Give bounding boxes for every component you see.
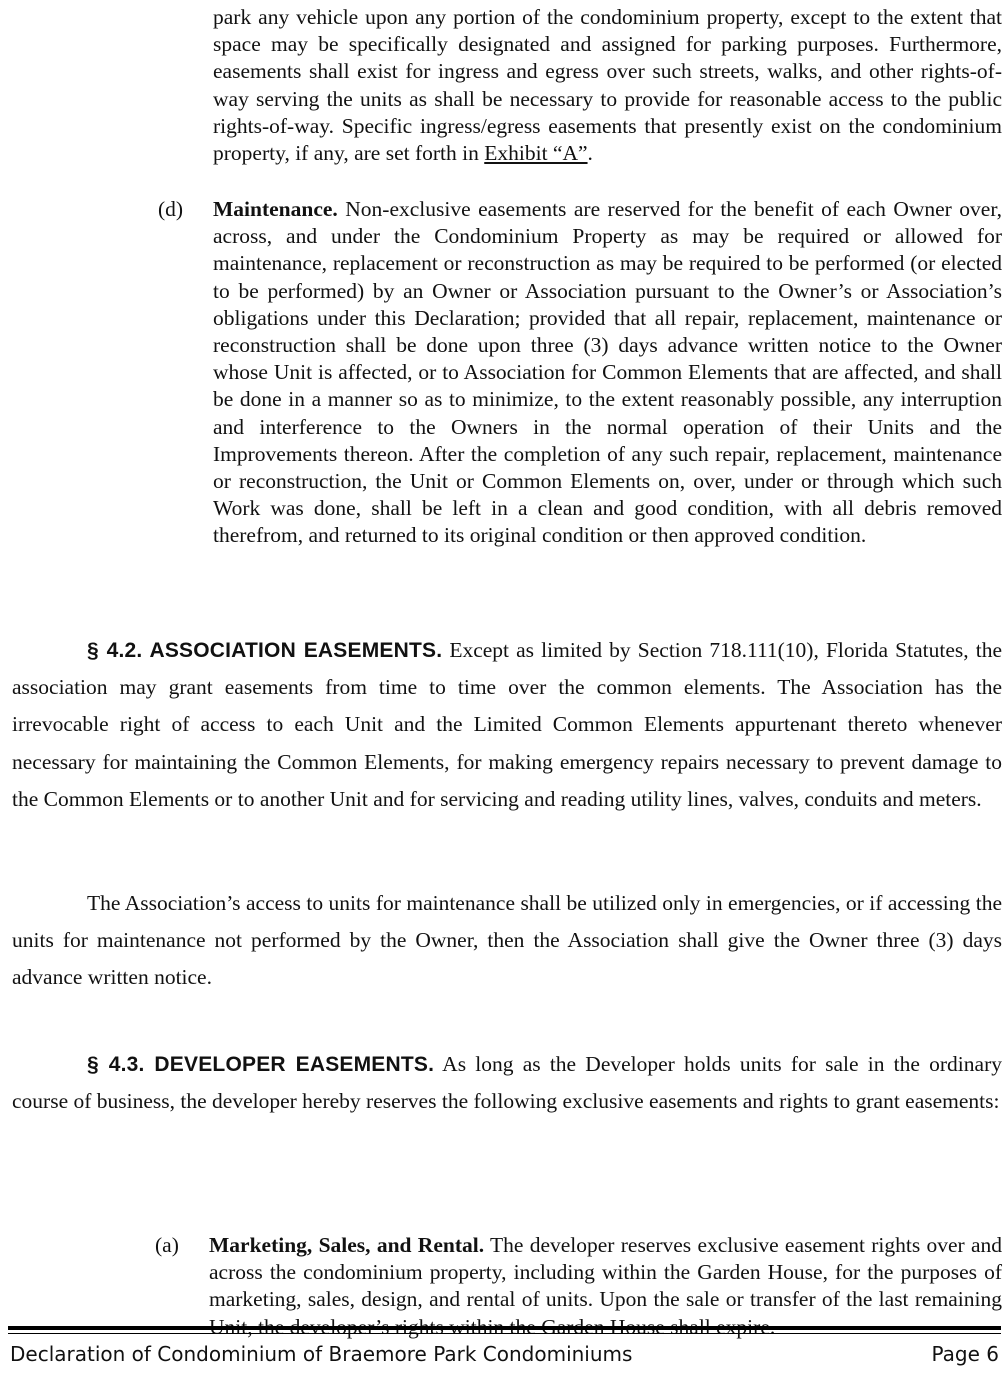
continued-paragraph	[213, 4, 1002, 167]
footer-document-title: Declaration of Condominium of Braemore Park Condominiums	[10, 1342, 633, 1366]
item-d-label: (d)	[158, 197, 184, 221]
section-4-2-heading: § 4.2. ASSOCIATION EASEMENTS.	[87, 639, 443, 662]
continued-text: park any vehicle upon any portion of the condominium property, except to the extent that space may be specifically designated and assigned for parking purposes. Furthermore, easements shall exist for ingress and egress over such streets, walks, and other rights-of-way serving the units as shall be necessary to provide for reasonable access to the public rights-of-way. Specific ingress/egress easements that presently exist on the condominium property, if any, are set forth in	[213, 5, 1002, 166]
section-4-3-heading: § 4.3. DEVELOPER EASEMENTS.	[87, 1053, 435, 1076]
exhibit-a-link[interactable]: Exhibit “A”	[484, 141, 588, 166]
item-d-maintenance	[213, 196, 1002, 550]
footer-divider-thick	[8, 1326, 1001, 1330]
item-a-label: (a)	[155, 1233, 179, 1257]
item-a-body: The developer reserves exclusive easement rights over and across the condominium property, including within the Garden House, for the purposes of marketing, sales, design, and rental of units. Upon the sale or transfer of the last remaining	[209, 1233, 1002, 1312]
section-4-3-paragraph-1	[12, 1046, 1002, 1120]
continued-text-end: .	[587, 141, 593, 166]
item-d-title: Maintenance.	[213, 197, 338, 221]
section-4-2-text: Except as limited by Section 718.111(10), Florida Statutes, the association may grant easements from time to time over the common elements. The Association has the irrevocable right of access to each Unit and the Limited Common Elements appurtenant thereto whenever necessary for maintaining the Common Elements, for making emergency repairs necessary to prevent damage to the Common Elements or to another Unit and for servicing and reading utility lines, valves, conduits and meters.	[12, 638, 1002, 811]
item-d-body: Non-exclusive easements are reserved for the benefit of each Owner over, across, and under the Condominium Property as may be required or allowed for maintenance, replacement or reconstruction as may be required to be performed (or elected to be performed) by an Owner or Association pursuant to the Owner’s or Association’s obligations under this Declaration; provided that all repair, replacement, maintenance or reconstruction shall be done upon three (3) days advance written notice to the Owner whose Unit is affected, or to Association for Common Elements that are affected, and shall be done in a manner so as to minimize, to the extent reasonably possible, any interruption and interference to the Owners in the normal operation of their Units and the Improvements thereon. After the completion of any such repair, replacement, maintenance or reconstruction, the Unit or Common Elements on, over, under or through which such Work was done, shall be left in a clean and good condition, with all debris removed therefrom, and returned to its original condition or then approved condition.	[213, 197, 1002, 548]
section-4-2-paragraph-2: The Association’s access to units for maintenance shall be utilized only in emergencies, or if accessing the units for maintenance not performed by the Owner, then the Association shall give the Owner three (3) days advance written notice.	[12, 891, 1002, 990]
item-a-title: Marketing, Sales, and Rental.	[209, 1233, 485, 1257]
item-a-marketing	[209, 1232, 1002, 1341]
section-4-2-paragraph-1	[12, 632, 1002, 818]
section-4-3-text: As long as the Developer holds units for sale in the ordinary course of business, the developer hereby reserves the following exclusive easements and rights to grant easements:	[12, 1052, 1002, 1114]
footer-page-number: Page 6	[931, 1342, 999, 1366]
footer-divider-thin	[8, 1333, 1001, 1334]
